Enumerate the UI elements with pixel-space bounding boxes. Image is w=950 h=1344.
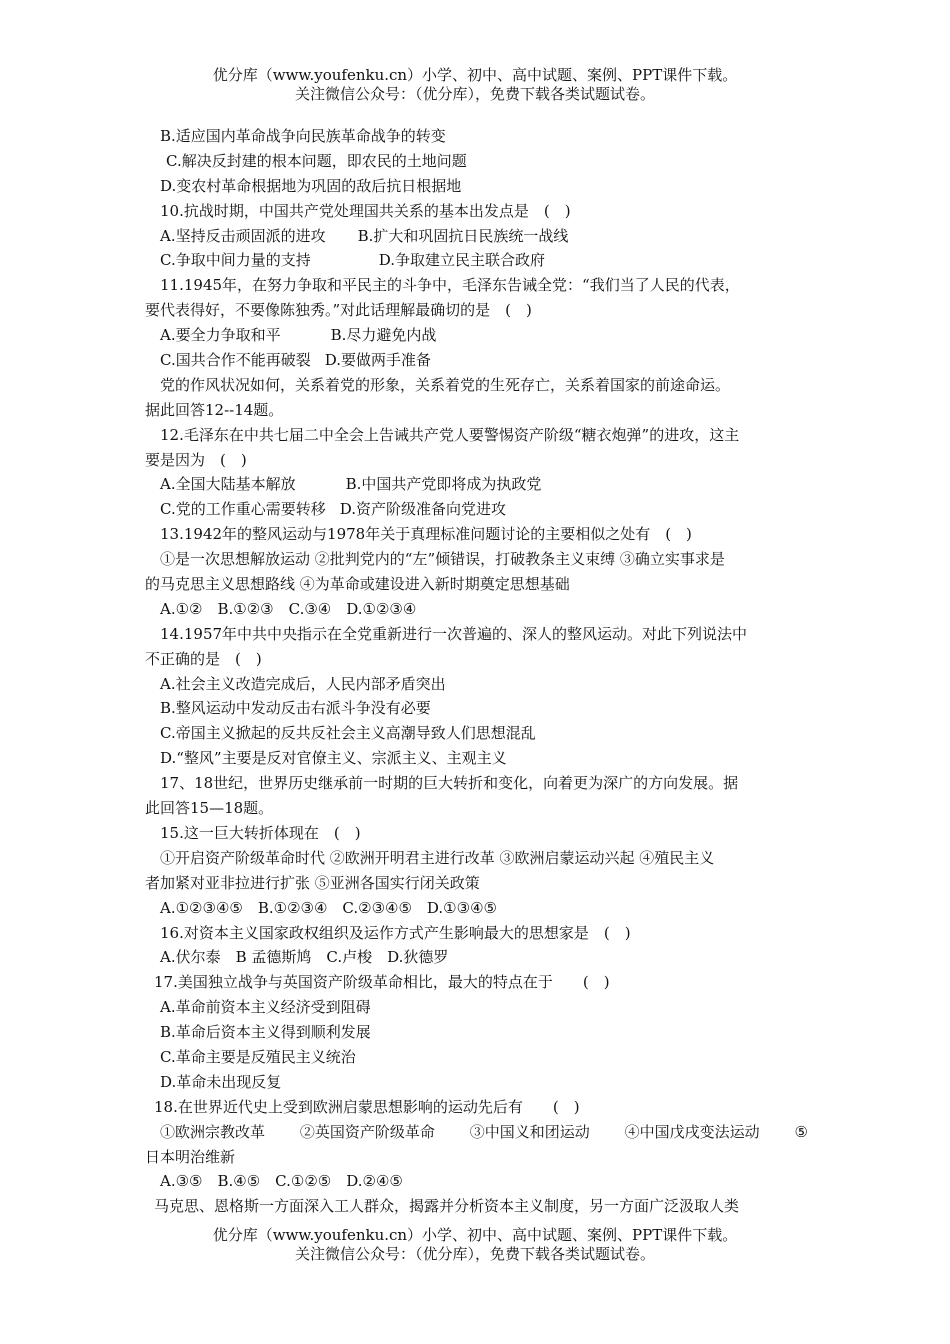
q9-option-d: D.变农村革命根据地为巩固的敌后抗日根据地: [160, 176, 462, 195]
q12-option-c: C.党的工作重心需要转移: [160, 500, 326, 519]
q15-items-line-2: 者加紧对亚非拉进行扩张 ⑤亚洲各国实行闭关政策: [145, 873, 480, 892]
q12-option-a: A.全国大陆基本解放: [160, 475, 296, 494]
q14-option-a: A.社会主义改造完成后，人民内部矛盾突出: [160, 674, 446, 693]
footer-line-1: 优分库（www.youfenku.cn）小学、初中、高中试题、案例、PPT课件下载。: [212, 1226, 738, 1244]
q10-option-d: D.争取建立民主联合政府: [378, 251, 545, 270]
intro-15-line-1: 17、18世纪，世界历史继承前一时期的巨大转折和变化，向着更为深广的方向发展。据: [160, 774, 739, 793]
q15-items-line-1: ①开启资产阶级革命时代 ②欧洲开明君主进行改革 ③欧洲启蒙运动兴起 ④殖民主义: [160, 848, 715, 867]
q14-option-d: D.“整风”主要是反对官僚主义、宗派主义、主观主义: [160, 749, 507, 768]
q14-option-c: C.帝国主义掀起的反共反社会主义高潮导致人们思想混乱: [160, 724, 536, 743]
q10-options-ab: [145, 224, 808, 249]
q16-options: A.伏尔泰 B 孟德斯鸠 C.卢梭 D.狄德罗: [160, 948, 449, 967]
q10-option-c: C.争取中间力量的支持: [160, 251, 311, 270]
q13-items-line-2: 的马克思主义思想路线 ④为革命或建设进入新时期奠定思想基础: [145, 575, 570, 594]
q13-options: A.①② B.①②③ C.③④ D.①②③④: [160, 599, 417, 618]
q12-stem-line-1: 12.毛泽东在中共七届二中全会上告诫共产党人要警惕资产阶级“糖衣炮弹”的进攻，这主: [160, 425, 740, 444]
q13-items-line-1: ①是一次思想解放运动 ②批判党内的“左”倾错误，打破教条主义束缚 ③确立实事求是: [160, 550, 725, 569]
q14-stem-line-2: 不正确的是 ( ): [145, 649, 262, 668]
intro-15-line-2: 此回答15—18题。: [145, 799, 274, 818]
q9-option-c: C.解决反封建的根本问题，即农民的土地问题: [166, 151, 467, 170]
q14-option-b: B.整风运动中发动反击右派斗争没有必要: [160, 699, 431, 718]
q12-option-b: B.中国共产党即将成为执政党: [345, 475, 542, 494]
q11-option-a: A.要全力争取和平: [160, 326, 281, 345]
q11-stem-line-2: 要代表得好，不要像陈独秀。”对此话理解最确切的是 ( ): [145, 301, 532, 320]
q10-stem: 10.抗战时期，中国共产党处理国共关系的基本出发点是 ( ): [160, 201, 571, 220]
q18-item-5-marker: ⑤: [794, 1122, 808, 1141]
q11-option-c: C.国共合作不能再破裂: [160, 351, 311, 370]
q11-option-b: B.尽力避免内战: [330, 326, 437, 345]
page-footer: [0, 1226, 950, 1264]
document-body: [145, 124, 808, 1219]
q15-stem: 15.这一巨大转折体现在 ( ): [160, 823, 361, 842]
q18-item-2: ②英国资产阶级革命: [299, 1122, 435, 1141]
q14-stem-line-1: 14.1957年中共中央指示在全党重新进行一次普遍的、深人的整风运动。对此下列说法中: [160, 624, 748, 643]
page-header: [0, 66, 950, 104]
q12-options-ab: [145, 472, 808, 497]
q18-items-line-2: 日本明治维新: [145, 1147, 236, 1166]
q18-item-3: ③中国义和团运动: [469, 1122, 590, 1141]
intro-12-line-1: 党的作风状况如何，关系着党的形象，关系着党的生死存亡，关系着国家的前途命运。: [160, 375, 731, 394]
q12-options-cd: [145, 497, 808, 522]
q11-stem-line-1: 11.1945年，在努力争取和平民主的斗争中，毛泽东告诫全党：“我们当了人民的代表，: [160, 276, 740, 295]
q11-options-ab: [145, 323, 808, 348]
q17-option-c: C.革命主要是反殖民主义统治: [160, 1047, 356, 1066]
header-line-1: 优分库（www.youfenku.cn）小学、初中、高中试题、案例、PPT课件下载。: [212, 66, 738, 84]
q18-items-line-1: [145, 1120, 808, 1145]
intro-12-line-2: 据此回答12--14题。: [145, 400, 284, 419]
q10-option-a: A.坚持反击顽固派的进攻: [160, 226, 326, 245]
q16-stem: 16.对资本主义国家政权组织及运作方式产生影响最大的思想家是 ( ): [160, 923, 631, 942]
footer-line-2: 关注微信公众号：（优分库），免费下载各类试题试卷。: [294, 1245, 655, 1263]
q18-item-4: ④中国戊戌变法运动: [624, 1122, 760, 1141]
q11-option-d: D.要做两手准备: [324, 351, 431, 370]
q11-options-cd: [145, 348, 808, 373]
q18-stem: 18.在世界近代史上受到欧洲启蒙思想影响的运动先后有 ( ): [154, 1097, 580, 1116]
header-line-2: 关注微信公众号：（优分库），免费下载各类试题试卷。: [294, 85, 655, 103]
q18-options: A.③⑤ B.④⑤ C.①②⑤ D.②④⑤: [160, 1172, 403, 1191]
q10-options-cd: [145, 248, 808, 273]
q18-item-1: ①欧洲宗教改革: [160, 1122, 266, 1141]
q17-stem: 17.美国独立战争与英国资产阶级革命相比，最大的特点在于 ( ): [154, 973, 610, 992]
q13-stem: 13.1942年的整风运动与1978年关于真理标准问题讨论的主要相似之处有 ( ): [160, 525, 692, 544]
q17-option-a: A.革命前资本主义经济受到阻碍: [160, 998, 371, 1017]
q9-option-b: B.适应国内革命战争向民族革命战争的转变: [160, 127, 446, 145]
q12-stem-line-2: 要是因为 ( ): [145, 450, 247, 469]
q17-option-d: D.革命未出现反复: [160, 1072, 282, 1091]
q10-option-b: B.扩大和巩固抗日民族统一战线: [357, 226, 569, 245]
q17-option-b: B.革命后资本主义得到顺利发展: [160, 1023, 371, 1042]
q15-options: A.①②③④⑤ B.①②③④ C.②③④⑤ D.①③④⑤: [160, 898, 497, 917]
tail-paragraph: 马克思、恩格斯一方面深入工人群众，揭露并分析资本主义制度，另一方面广泛汲取人类: [154, 1197, 740, 1216]
q12-option-d: D.资产阶级准备向党进攻: [339, 500, 506, 519]
